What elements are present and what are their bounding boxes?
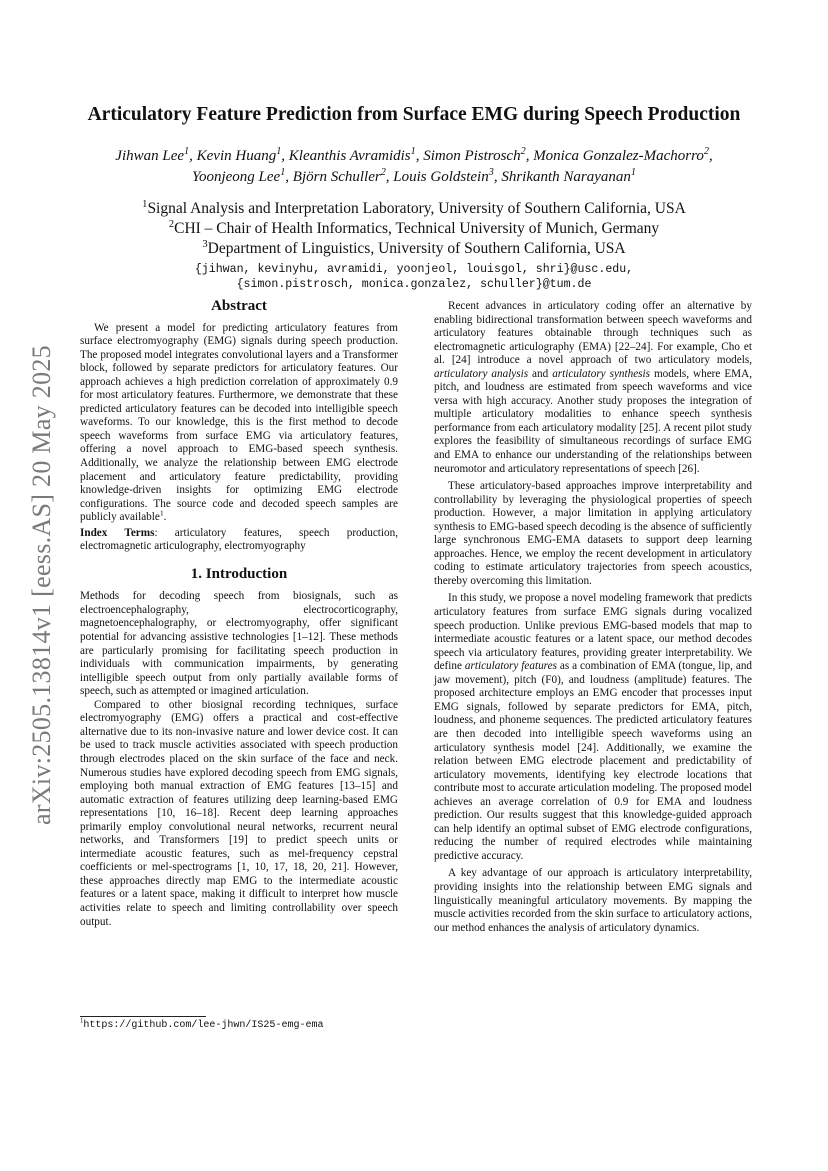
index-terms-label: Index Terms <box>80 526 155 539</box>
author: Jihwan Lee$^1$, <box>115 146 197 164</box>
affiliation: $^2$CHI – Chair of Health Informatics, Technical University of Munich, Germany <box>168 218 660 237</box>
author: Shrikanth Narayanan$^1$ <box>501 167 636 185</box>
body-paragraph: These articulatory-based approaches improve interpretability and controllability by leveraging the physiological properties of speech production. However, a major limitation in applying articulatory synthesis to EMG-based speech decoding is the absence of sufficiently large synchronous EMG-EMA datasets to support deep learning approaches. Hence, we employ the recent development in articulatory coding to estimate articulatory trajectories from speech acoustics, thereby overcoming this limitation. <box>434 480 752 587</box>
index-terms: Index Terms: articulatory features, speech production, electromagnetic articulography, electromyography <box>80 526 398 553</box>
author: Louis Goldstein$^3$, <box>393 167 502 185</box>
intro-paragraph: Methods for decoding speech from biosignals, such as electroencephalography, electrocorticography, magnetoencephalography, or electromyography, offer significant potential for advancing assistive technologies [1–12]. These methods are particularly promising for facilitating speech production in individuals with communication impairments, by generating intelligible speech output from only partially available forms of speech, such as attempted or imagined articulation. <box>80 590 398 698</box>
left-column <box>80 300 398 929</box>
author-list <box>80 146 748 188</box>
author: Monica Gonzalez-Machorro$^2$, <box>533 146 713 164</box>
intro-paragraph: Compared to other biosignal recording techniques, surface electromyography (EMG) offers a practical and cost-effective alternative due to its non-invasive nature and lower device cost. It can be used to track muscle activities associated with speech production through electrodes placed on the skin surface of the face and neck. Numerous studies have explored decoding speech from EMG signals, employing both manual extraction of EMG features [13–15] and automatic extraction of features utilizing deep learning-based EMG representations [10, 16–18]. Recent deep learning approaches primarily employ convolutional neural networks, recurrent neural networks, and Transformers [19] to predict speech units or intermediate acoustic features, such as mel-frequency cepstral coefficients or mel-spectrograms [1, 10, 17, 18, 20, 21]. However, these approaches directly map EMG to the intermediate acoustic features or a latent space, making it difficult to interpret how muscle activities relate to speech and limiting controllability over speech output. <box>80 698 398 928</box>
arxiv-side-identifier <box>0 0 70 1171</box>
paper-title: Articulatory Feature Prediction from Surface EMG during Speech Production <box>87 104 741 125</box>
body-paragraph: A key advantage of our approach is articulatory interpretability, providing insights into the relationship between EMG signals and linguistically meaningful articulatory movements. By mapping the muscle activities recorded from the skin surface to articulatory actions, our method enhances the analysis of articulatory dynamics. <box>434 867 752 934</box>
author: Yoonjeong Lee$^1$, <box>191 167 293 185</box>
footnote: $^1$https://github.com/lee-jhwn/IS25-emg-ema <box>80 1017 324 1031</box>
email-block <box>80 262 748 292</box>
email-line: {jihwan, kevinyhu, avramidi, yoonjeol, louisgol, shri}@usc.edu, <box>194 263 634 276</box>
abstract-heading: Abstract <box>211 298 267 314</box>
body-paragraph: In this study, we propose a novel modeling framework that predicts articulatory features from surface EMG signals during vocalized speech production. Unlike previous EMG-based models that map to intermediate acoustic features or a latent space, our method decodes speech via articulatory features, providing greater interpretability. We define articulatory features as a combination of EMA (tongue, lip, and jaw movement), pitch (F0), and loudness (amplitude) features. The proposed architecture employs an EMG encoder that processes input EMG signals, followed by separate predictors for EMA, pitch, loudness, and phoneme sequences. The predicted articulatory features are then decoded into intelligible speech waveforms using an articulatory synthesis model [24]. Additionally, we examine the relation between EMG electrode placement and predictability of articulatory movements, identifying key electrode locations that contribute most to accurate articulation modeling. The proposed model achieves an average correlation of 0.9 for EMA and loudness prediction. Our results suggest that this knowledge-guided approach can help identify an optimal subset of EMG electrode configurations, reducing the number of required electrodes while maintaining predictive accuracy. <box>434 592 753 862</box>
right-column <box>434 300 752 935</box>
arxiv-id-text: arXiv:2505.13814v1 [eess.AS] 20 May 2025 <box>27 345 56 825</box>
body-paragraph: Recent advances in articulatory coding offer an alternative by enabling bidirectional transformation between speech waveforms and articulatory features obtainable through techniques such as electromagnetic articulography (EMA) [22–24]. For example, Cho et al. [24] introduce a novel approach of two articulatory models, articulatory analysis and articulatory synthesis models, where EMA, pitch, and loudness are estimated from speech waveforms and vice versa with high accuracy. Another study proposes the integration of multiple articulatory modalities to enhance speech synthesis performance from each articulatory modality [25]. A recent pilot study explores the feasibility of simultaneous recordings of surface EMG and EMA to enhance our understanding of the relationships between neuromotor and articulatory representations of speech [26]. <box>434 300 753 475</box>
footnote-rule <box>80 1016 206 1017</box>
footnote-url[interactable]: https://github.com/lee-jhwn/IS25-emg-ema <box>83 1020 324 1031</box>
footnote-ref: 1 <box>159 508 164 518</box>
author: Kleanthis Avramidis$^1$, <box>288 146 424 164</box>
author: Björn Schuller$^2$, <box>292 167 394 185</box>
abstract-text: We present a model for predicting articulatory features from surface electromyography (EMG) signals during speech production. The proposed model integrates convolutional layers and a Transformer block, followed by separate predictors for articulatory features. Our approach achieves a high prediction correlation of approximately 0.9 for most articulatory features. Furthermore, we demonstrate that these predicted articulatory features can be decoded into intelligible speech waveforms. To our knowledge, this is the first method to decode speech waveforms from surface EMG via articulatory features, offering a novel approach to EMG-based speech synthesis. Additionally, we analyze the relationship between EMG electrode placement and articulatory feature predictability, providing knowledge-driven insights for optimizing EMG electrode configurations. The source code and decoded speech samples are publicly available$^1$. <box>80 321 398 524</box>
affiliation-list <box>80 199 748 259</box>
introduction-heading: 1. Introduction <box>190 565 288 582</box>
affiliation: $^3$Department of Linguistics, University of Southern California, USA <box>202 238 626 257</box>
email-line: {simon.pistrosch, monica.gonzalez, schuller}@tum.de <box>236 278 592 291</box>
author: Kevin Huang$^1$, <box>196 146 289 164</box>
affiliation: $^1$Signal Analysis and Interpretation Laboratory, University of Southern California, USA <box>142 198 686 217</box>
author: Simon Pistrosch$^2$, <box>423 146 534 164</box>
